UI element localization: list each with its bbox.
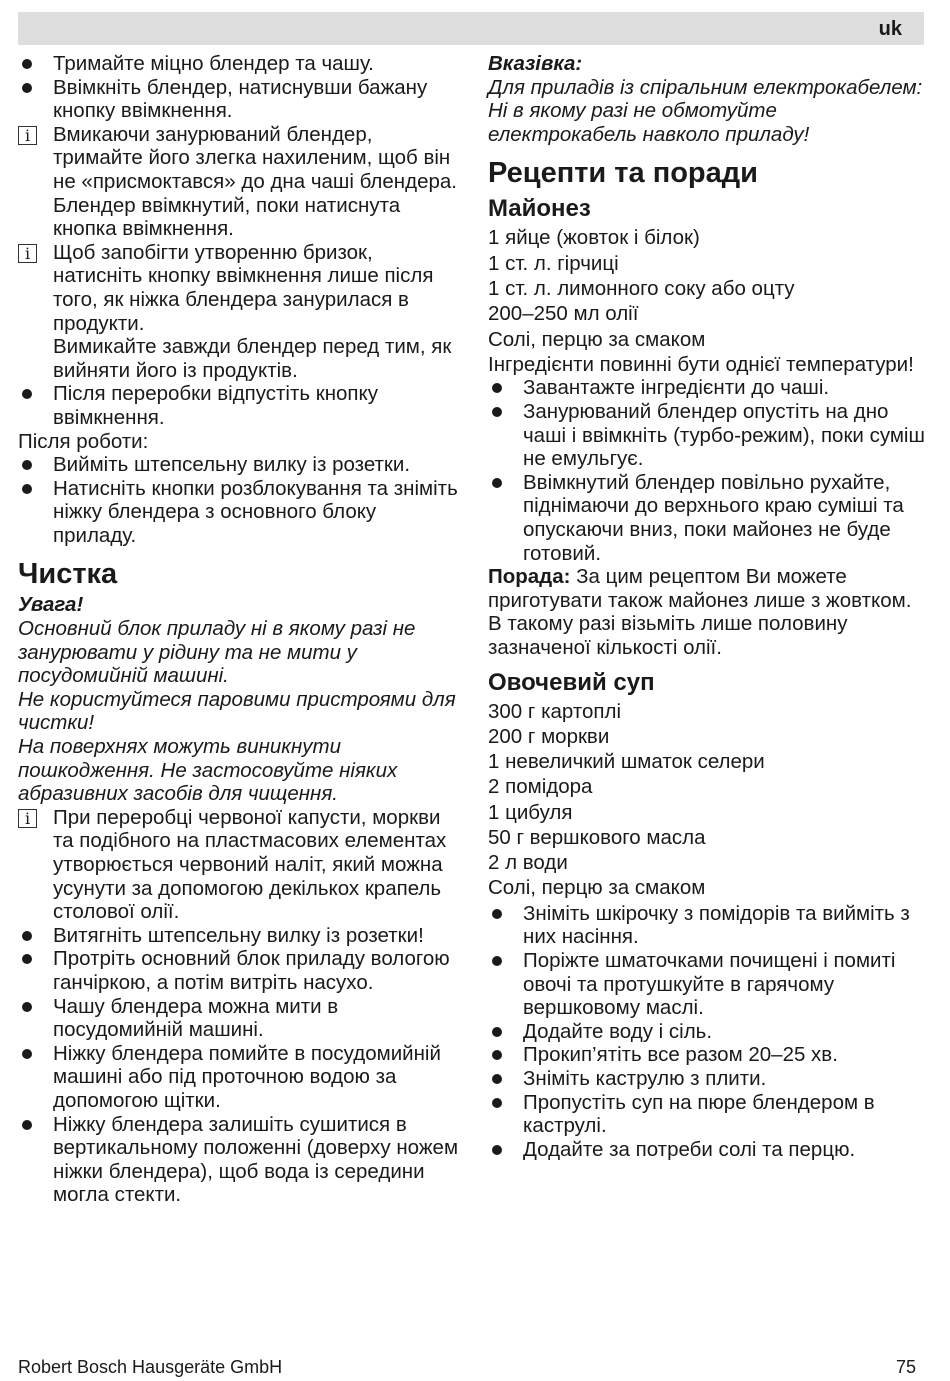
ingredient: 1 яйце (жовток і білок) [488, 226, 700, 250]
warning-text: Не користуйтеся паровими пристроями для чистки! [18, 687, 456, 735]
list-item: Ввімкнутий блендер повільно рухайте, піднімаючи до верхнього краю суміші та опускаючи вниз, поки майонез не буде готовий. [488, 471, 928, 565]
left-column [18, 52, 464, 1207]
tip-text: За цим рецептом Ви можете приготувати також майонез лише з жовтком. В такому разі візьміть лише половину зазначеної кількості олії. [488, 565, 912, 659]
list-item: Витягніть штепсельну вилку із розетки! [18, 924, 464, 948]
list-item: Зніміть шкірочку з помідорів та вийміть з них насіння. [488, 902, 928, 949]
list-item: Після переробки відпустіть кнопку ввімкнення. [18, 382, 464, 429]
bullet-icon [22, 954, 32, 964]
ingredient: 2 помідора [488, 775, 593, 799]
note-label: Вказівка: [488, 52, 583, 75]
list-item: Зніміть каструлю з плити. [488, 1067, 928, 1091]
ingredient: Солі, перцю за смаком [488, 876, 706, 900]
info-note: i Щоб запобігти утворенню бризок, натисніть кнопку ввімкнення лише після того, як ніжка блендера занурилася в продукти. [18, 241, 464, 335]
list-item: Ніжку блендера залишіть сушитися в вертикальному положенні (доверху ножем ніжки блендера), щоб вода із середини могла стекти. [18, 1113, 464, 1207]
list-item: Додайте за потреби солі та перцю. [488, 1138, 928, 1162]
bullet-icon [22, 460, 32, 470]
bullet-icon [492, 1027, 502, 1037]
warning-label: Увага! [18, 593, 84, 617]
bullet-icon [492, 956, 502, 966]
ingredient: 1 цибуля [488, 800, 573, 824]
ingredient: 300 г картоплі [488, 699, 622, 723]
note-text: Для приладів із спіральним електрокабелем: [488, 75, 923, 99]
bullet-icon [22, 931, 32, 941]
bullet-icon [492, 909, 502, 919]
bullet-icon [492, 1050, 502, 1060]
list-item: Ввімкніть блендер, натиснувши бажану кнопку ввімкнення. [18, 76, 464, 123]
note-text: Ні в якому разі не обмотуйте електрокабель навколо приладу! [488, 99, 810, 146]
bullet-icon [492, 383, 502, 393]
bullet-icon [22, 1002, 32, 1012]
footer-company: Robert Bosch Hausgeräte GmbH [18, 1357, 283, 1377]
list-item: Занурюваний блендер опустіть на дно чаші і ввімкніть (турбо-режим), поки суміш не емульгує. [488, 400, 928, 471]
language-code: uk [878, 18, 902, 40]
right-column [488, 52, 928, 1161]
tip-label: Порада: [488, 565, 571, 589]
list-item: Тримайте міцно блендер та чашу. [18, 52, 464, 76]
bullet-icon [22, 59, 32, 69]
bullet-icon [22, 484, 32, 494]
language-bar [18, 12, 924, 45]
list-item: Натисніть кнопки розблокування та зніміть ніжку блендера з основного блоку приладу. [18, 477, 464, 548]
ingredient: 2 л води [488, 851, 568, 875]
bullet-icon [492, 478, 502, 488]
after-work-label: Після роботи: [18, 429, 149, 453]
soup-heading: Овочевий суп [488, 668, 655, 696]
bullet-icon [22, 1049, 32, 1059]
tip [488, 565, 928, 659]
bullet-icon [22, 83, 32, 93]
list-item: Додайте воду і сіль. [488, 1020, 928, 1044]
list-item: Завантажте інгредієнти до чаші. [488, 376, 928, 400]
info-icon: i [18, 244, 37, 263]
warning-text: На поверхнях можуть виникнути пошкодження. Не застосовуйте ніяких абразивних засобів для чищення. [18, 735, 398, 806]
list-item: Поріжте шматочками почищені і помиті овочі та протушкуйте в гарячому вершковому маслі. [488, 949, 928, 1020]
page-number: 75 [895, 1357, 916, 1377]
list-item: Ніжку блендера помийте в посудомийній машині або під проточною водою за допомогою щітки. [18, 1042, 464, 1113]
warning-text: Основний блок приладу ні в якому разі не занурювати у рідину та не мити у посудомийній машині. [18, 617, 416, 688]
ingredient: Солі, перцю за смаком [488, 327, 706, 351]
info-icon: i [18, 126, 37, 145]
list-item: Прокип’ятіть все разом 20–25 хв. [488, 1043, 928, 1067]
recipes-heading: Рецепти та поради [488, 157, 759, 190]
bullet-icon [22, 1120, 32, 1130]
bullet-icon [492, 1098, 502, 1108]
indented-text: Вимикайте завжди блендер перед тим, як вийняти його із продуктів. [53, 335, 452, 382]
ingredient: 200–250 мл олії [488, 302, 639, 326]
mayo-heading: Майонез [488, 195, 591, 223]
bullet-icon [492, 1145, 502, 1155]
info-note: i При переробці червоної капусти, моркви та подібного на пластмасових елементах утворюється червоний наліт, який можна усунути за допомогою декількох крапель столової олії. [18, 806, 464, 924]
list-item: Протріть основний блок приладу вологою ганчіркою, а потім витріть насухо. [18, 947, 464, 994]
list-item: Пропустіть суп на пюре блендером в каструлі. [488, 1091, 928, 1138]
info-note: i Вмикаючи занурюваний блендер, тримайте його злегка нахиленим, щоб він не «присмоктався» до дна чаші блендера. Блендер ввімкнутий, поки натиснута кнопка ввімкнення. [18, 123, 464, 241]
list-item: Чашу блендера можна мити в посудомийній машині. [18, 995, 464, 1042]
bullet-icon [492, 407, 502, 417]
bullet-icon [492, 1074, 502, 1084]
ingredient: 200 г моркви [488, 724, 610, 748]
cleaning-heading: Чистка [18, 558, 118, 591]
ingredient: 1 невеличкий шматок селери [488, 750, 765, 774]
list-item: Вийміть штепсельну вилку із розетки. [18, 453, 464, 477]
info-icon: i [18, 809, 37, 828]
bullet-icon [22, 389, 32, 399]
ingredient: 1 ст. л. гірчиці [488, 251, 619, 275]
temperature-note: Інгредієнти повинні бути однієї температури! [488, 352, 914, 376]
ingredient: 50 г вершкового масла [488, 825, 706, 849]
ingredient: 1 ст. л. лимонного соку або оцту [488, 276, 795, 300]
